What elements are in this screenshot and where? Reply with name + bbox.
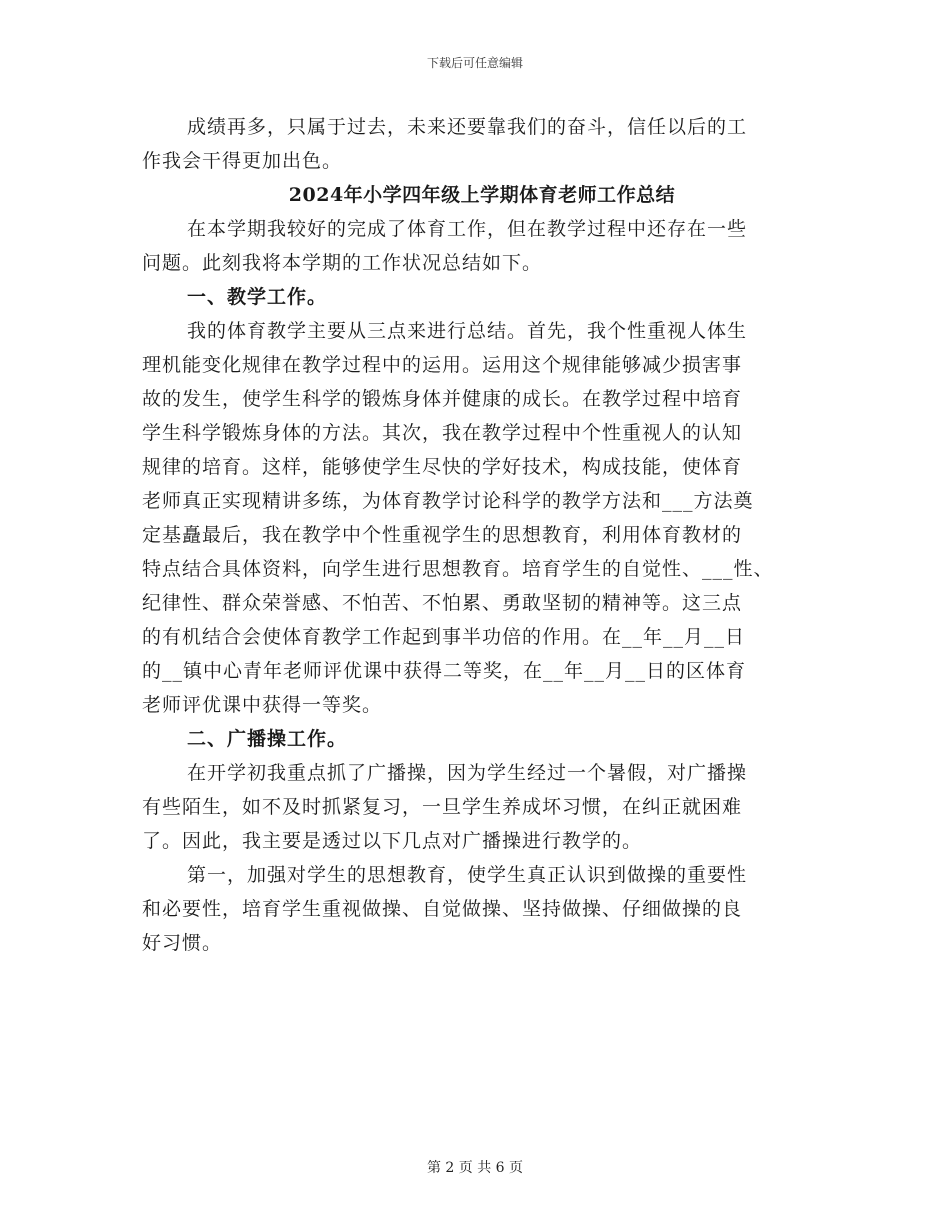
paragraph-line: 理机能变化规律在教学过程中的运用。运用这个规律能够减少损害事 — [142, 354, 743, 376]
paragraph-line: 有些陌生，如不及时抓紧复习，一旦学生养成坏习惯，在纠正就困难 — [142, 796, 743, 818]
paragraph-line: 了。因此，我主要是透过以下几点对广播操进行教学的。 — [142, 830, 643, 852]
paragraph-line: 学生科学锻炼身体的方法。其次，我在教学过程中个性重视人的认知 — [142, 422, 743, 444]
paragraph-line: 成绩再多，只属于过去，未来还要靠我们的奋斗，信任以后的工 — [187, 116, 748, 138]
page-header: 下载后可任意编辑 — [426, 56, 523, 70]
paragraph-line: 的有机结合会使体育教学工作起到事半功倍的作用。在__年__月__日 — [142, 626, 746, 648]
paragraph-line: 规律的培育。这样，能够使学生尽快的学好技术，构成技能，使体育 — [142, 456, 743, 478]
paragraph-line: 作我会干得更加出色。 — [142, 150, 343, 172]
paragraph-line: 和必要性，培育学生重视做操、自觉做操、坚持做操、仔细做操的良 — [142, 898, 743, 920]
document-title: 2024年小学四年级上学期体育老师工作总结 — [288, 184, 676, 206]
paragraph-line: 定基矗最后，我在教学中个性重视学生的思想教育，利用体育教材的 — [142, 524, 743, 546]
paragraph-line: 问题。此刻我将本学期的工作状况总结如下。 — [142, 252, 543, 274]
section-heading: 二、广播操工作。 — [187, 728, 348, 750]
paragraph-line: 在开学初我重点抓了广播操，因为学生经过一个暑假，对广播操 — [187, 762, 748, 784]
paragraph-line: 在本学期我较好的完成了体育工作，但在教学过程中还存在一些 — [187, 218, 748, 240]
paragraph-line: 纪律性、群众荣誉感、不怕苦、不怕累、勇敢坚韧的精神等。这三点 — [142, 592, 743, 614]
paragraph-line: 的__镇中心青年老师评优课中获得二等奖，在__年__月__日的区体育 — [142, 660, 747, 682]
paragraph-line: 我的体育教学主要从三点来进行总结。首先，我个性重视人体生 — [187, 320, 748, 342]
paragraph-line: 老师真正实现精讲多练，为体育教学讨论科学的教学方法和___方法奠 — [142, 490, 754, 512]
paragraph-line: 老师评优课中获得一等奖。 — [142, 694, 383, 716]
page-number: 第 2 页 共 6 页 — [426, 1160, 524, 1176]
document-body — [142, 110, 822, 960]
paragraph-line: 第一，加强对学生的思想教育，使学生真正认识到做操的重要性 — [187, 864, 748, 886]
paragraph-line: 故的发生，使学生科学的锻炼身体并健康的成长。在教学过程中培育 — [142, 388, 743, 410]
section-heading: 一、教学工作。 — [187, 286, 328, 308]
paragraph-line: 特点结合具体资料，向学生进行思想教育。培育学生的自觉性、___性、 — [142, 558, 774, 580]
paragraph-line: 好习惯。 — [142, 932, 223, 954]
